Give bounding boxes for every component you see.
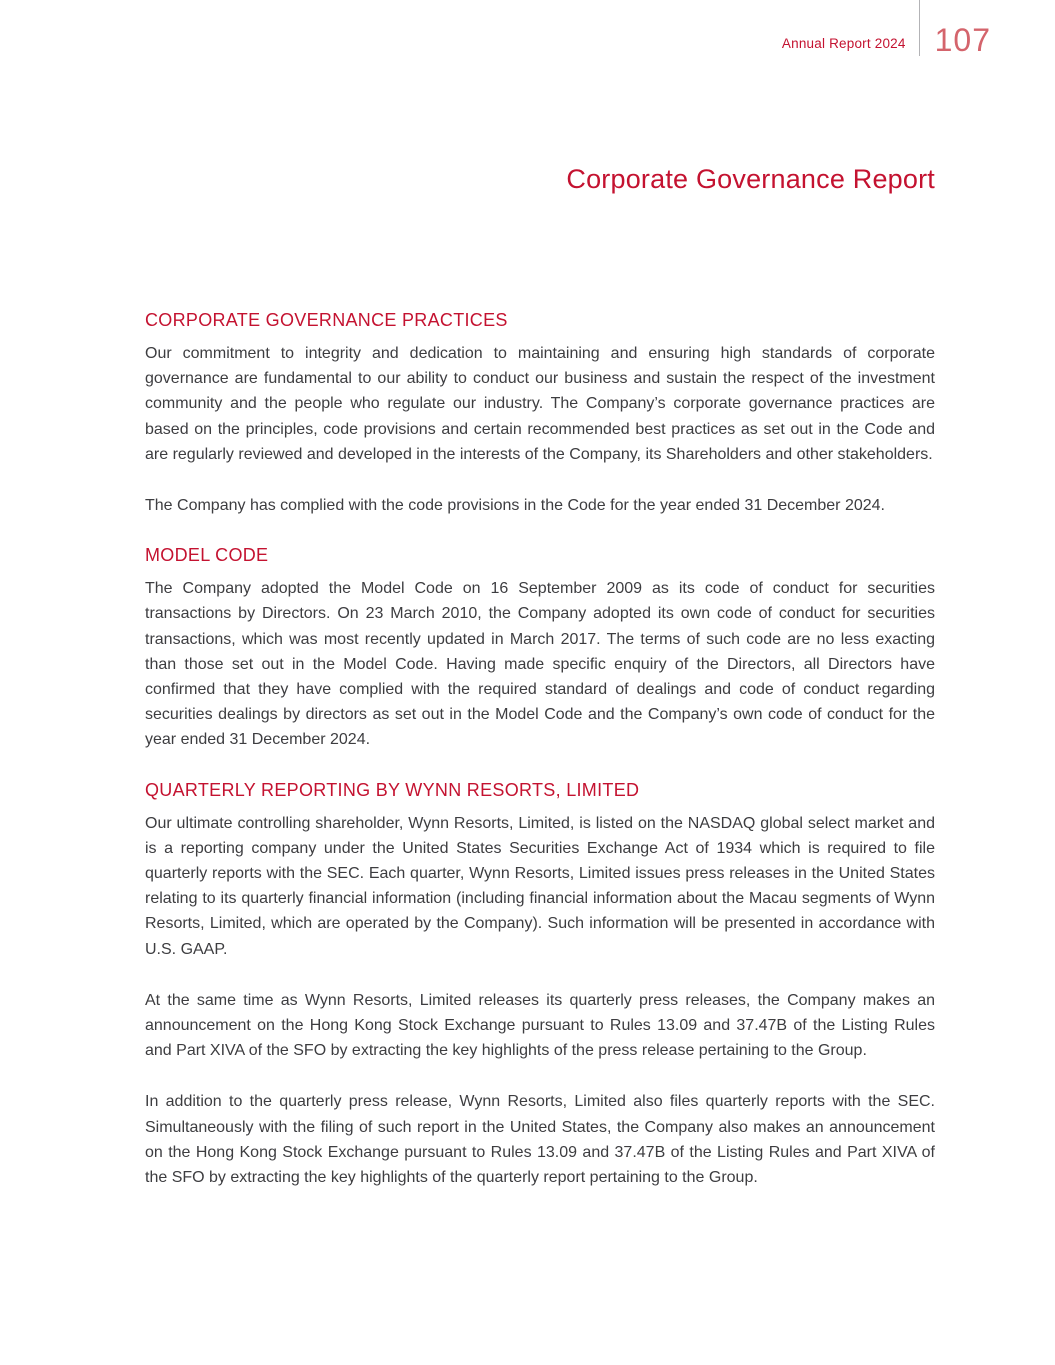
page-title: Corporate Governance Report — [566, 164, 935, 194]
header-divider — [919, 0, 920, 56]
paragraph: Our ultimate controlling shareholder, Wynn Resorts, Limited, is listed on the NASDAQ global select market and is a reporting company under the United States Securities Exchange Act of 1934 which is required to file quarterly reports with the SEC. Each quarter, Wynn Resorts, Limited issues press releases in the United States relating to its quarterly financial information (including financial information about the Macau segments of Wynn Resorts, Limited, which are operated by the Company). Such information will be presented in accordance with U.S. GAAP. — [145, 814, 935, 958]
section-model-code — [145, 544, 935, 752]
section-heading: QUARTERLY REPORTING BY WYNN RESORTS, LIMITED — [145, 779, 640, 800]
page-header — [782, 0, 991, 56]
section-quarterly-reporting — [145, 779, 935, 1191]
section-corporate-governance-practices — [145, 309, 935, 518]
page-number: 107 — [934, 22, 991, 58]
section-heading: MODEL CODE — [145, 545, 269, 566]
paragraph: The Company has complied with the code provisions in the Code for the year ended 31 December 2024. — [145, 497, 885, 515]
paragraph: The Company adopted the Model Code on 16 September 2009 as its code of conduct for securities transactions by Directors. On 23 March 2010, the Company adopted its own code of conduct for securities transactions, which was most recently updated in March 2017. The terms of such code are no less exacting than those set out in the Model Code. Having made specific enquiry of the Directors, all Directors have confirmed that they have complied with the required standard of dealings and code of conduct regarding securities dealings by directors as set out in the Model Code and the Company’s own code of conduct for the year ended 31 December 2024. — [145, 580, 935, 749]
report-label: Annual Report 2024 — [781, 36, 906, 51]
paragraph: Our commitment to integrity and dedication to maintaining and ensuring high standards of corporate governance are fundamental to our ability to conduct our business and sustain the respect of the investment community and the people who regulate our industry. The Company’s corporate governance practices are based on the principles, code provisions and certain recommended best practices as set out in the Code and are regularly reviewed and developed in the interests of the Company, its Shareholders and other stakeholders. — [145, 345, 935, 463]
content-column — [145, 309, 935, 1216]
paragraph: In addition to the quarterly press release, Wynn Resorts, Limited also files quarterly reports with the SEC. Simultaneously with the filing of such report in the United States, the Company also makes an announcement on the Hong Kong Stock Exchange pursuant to Rules 13.09 and 37.47B of the Listing Rules and Part XIVA of the SFO by extracting the key highlights of the quarterly report pertaining to the Group. — [145, 1093, 935, 1187]
paragraph: At the same time as Wynn Resorts, Limited releases its quarterly press releases, the Company makes an announcement on the Hong Kong Stock Exchange pursuant to Rules 13.09 and 37.47B of the Listing Rules and Part XIVA of the SFO by extracting the key highlights of the press release pertaining to the Group. — [145, 991, 935, 1060]
section-heading: CORPORATE GOVERNANCE PRACTICES — [145, 310, 508, 330]
